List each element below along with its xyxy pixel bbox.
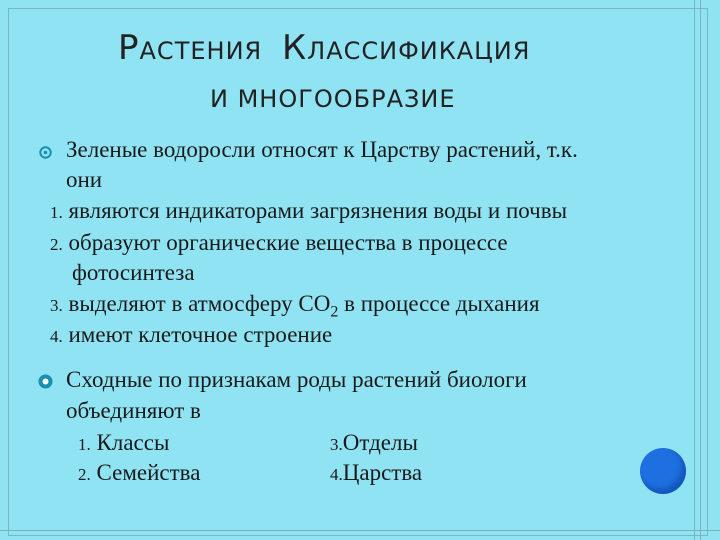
slide-title-line2: И МНОГООБРАЗИЕ [210, 85, 456, 113]
answer-option[interactable]: 2. Семейства [78, 460, 201, 485]
question-intro-cont: они [66, 167, 103, 192]
answer-item[interactable]: 3. выделяют в атмосферу $СО_2$ в процессе дыхания [50, 291, 540, 321]
answer-item-cont: фотосинтеза [72, 260, 195, 285]
question-intro-cont: объединяют в [66, 398, 201, 423]
answer-item[interactable]: 2. образуют органические вещества в процессе [50, 230, 508, 255]
answer-option[interactable]: 4.Царства [330, 460, 423, 485]
hollow-bullet-icon [39, 146, 52, 159]
frame-line [700, 0, 701, 540]
round-action-button[interactable] [640, 448, 686, 494]
frame-line [694, 0, 695, 540]
frame-line [0, 530, 720, 531]
answer-item[interactable]: 4. имеют клеточное строение [50, 322, 333, 347]
filled-bullet-icon [37, 373, 54, 390]
question-intro: Сходные по признакам роды растений биологи [66, 367, 527, 392]
question-intro: Зеленые водоросли относят к Царству растений, т.к. [66, 137, 578, 162]
slide-title-line1: РАСТЕНИЯ КЛАССИФИКАЦИЯ [118, 28, 531, 68]
answer-option[interactable]: 3.Отделы [330, 430, 418, 455]
answer-option[interactable]: 1. Классы [78, 430, 170, 455]
answer-item[interactable]: 1. являются индикаторами загрязнения воды и почвы [50, 198, 568, 223]
